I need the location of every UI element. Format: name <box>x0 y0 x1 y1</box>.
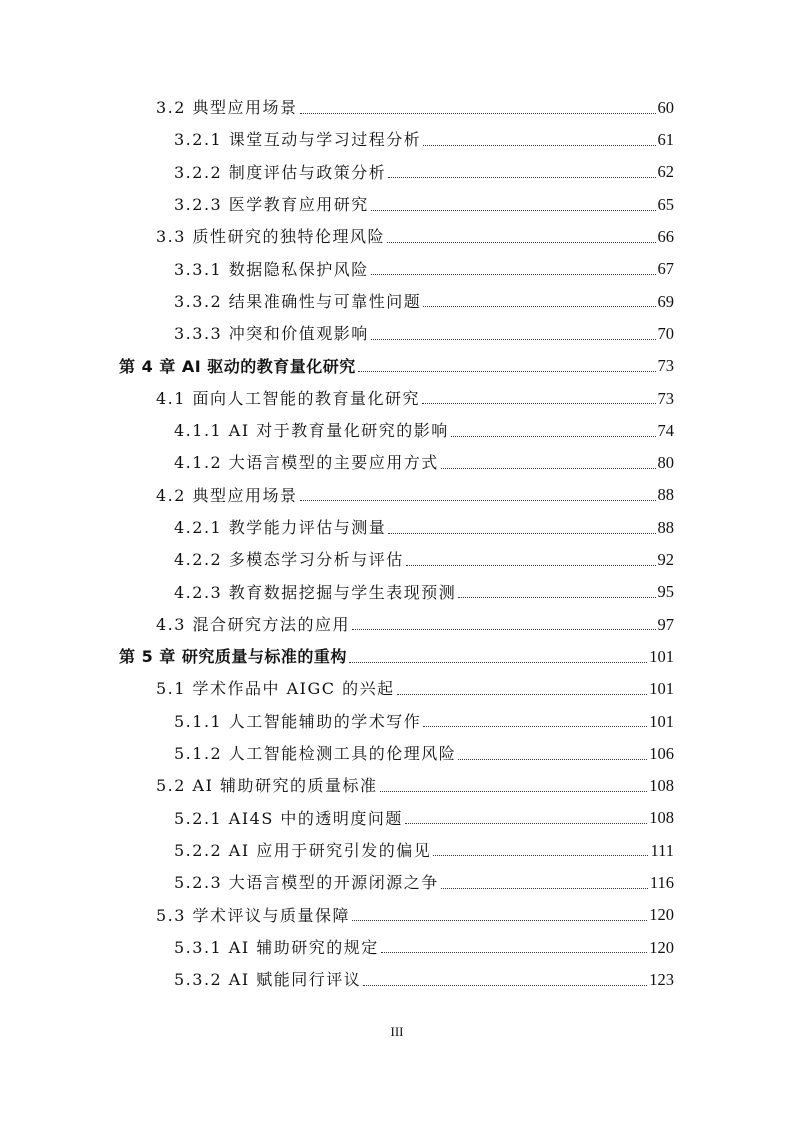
toc-section-entry[interactable] <box>174 706 674 738</box>
toc-section-entry[interactable] <box>174 124 674 156</box>
toc-entry-title: 3.3.2 结果准确性与可靠性问题 <box>174 291 422 311</box>
toc-entry-page-number: 95 <box>657 582 674 602</box>
toc-entry-page-number: 106 <box>649 743 674 763</box>
dot-leader <box>441 468 656 469</box>
toc-section-entry[interactable] <box>174 738 674 770</box>
toc-section-entry[interactable] <box>174 318 674 350</box>
toc-entry-page-number: 74 <box>657 420 674 440</box>
toc-entry-title: 5.3 学术评议与质量保障 <box>156 905 351 925</box>
toc-section-entry[interactable] <box>156 609 674 641</box>
toc-entry-title: 5.1.2 人工智能检测工具的伦理风险 <box>174 744 457 764</box>
toc-entry-page-number: 101 <box>649 646 674 666</box>
toc-entry-title: 3.2.1 课堂互动与学习过程分析 <box>174 130 422 150</box>
toc-entry-title: 4.1.2 大语言模型的主要应用方式 <box>174 453 439 473</box>
toc-entry-page-number: 108 <box>649 776 674 796</box>
dot-leader <box>441 888 648 889</box>
toc-chapter-entry[interactable] <box>119 641 674 673</box>
toc-entry-page-number: 108 <box>649 808 674 828</box>
toc-section-entry[interactable] <box>174 189 674 221</box>
toc-entry-page-number: 101 <box>649 679 674 699</box>
dot-leader <box>300 113 656 114</box>
toc-entry-page-number: 120 <box>649 905 674 925</box>
dot-leader <box>397 694 648 695</box>
toc-entry-page-number: 61 <box>657 130 674 150</box>
dot-leader <box>423 306 655 307</box>
toc-entry-page-number: 67 <box>657 259 674 279</box>
toc-entry-page-number: 120 <box>649 937 674 957</box>
dot-leader <box>387 242 655 243</box>
toc-section-entry[interactable] <box>174 157 674 189</box>
dot-leader <box>423 726 647 727</box>
toc-entry-page-number: 88 <box>657 485 674 505</box>
toc-entry-title: 4.3 混合研究方法的应用 <box>156 614 351 634</box>
toc-section-entry[interactable] <box>156 92 674 124</box>
toc-section-entry[interactable] <box>156 221 674 253</box>
toc-entry-page-number: 73 <box>657 356 674 376</box>
toc-entry-title: 5.2.1 AI4S 中的透明度问题 <box>174 808 403 828</box>
dot-leader <box>388 177 655 178</box>
toc-entry-title: 5.2 AI 辅助研究的质量标准 <box>156 776 378 796</box>
dot-leader <box>380 791 648 792</box>
toc-section-entry[interactable] <box>174 867 674 899</box>
toc-entry-title: 3.3.3 冲突和价值观影响 <box>174 324 369 344</box>
dot-leader <box>458 759 647 760</box>
toc-entry-page-number: 88 <box>657 517 674 537</box>
toc-entry-page-number: 70 <box>657 323 674 343</box>
toc-entry-page-number: 111 <box>650 840 674 860</box>
dot-leader <box>388 533 655 534</box>
toc-entry-title: 第 4 章 AI 驱动的教育量化研究 <box>119 356 356 376</box>
toc-entry-page-number: 123 <box>649 969 674 989</box>
toc-entry-title: 4.1 面向人工智能的教育量化研究 <box>156 388 421 408</box>
toc-section-entry[interactable] <box>174 253 674 285</box>
toc-entry-title: 3.2.2 制度评估与政策分析 <box>174 162 387 182</box>
dot-leader <box>358 371 656 372</box>
toc-entry-page-number: 65 <box>657 194 674 214</box>
toc-entry-title: 第 5 章 研究质量与标准的重构 <box>119 647 347 667</box>
page-number: III <box>390 1024 404 1039</box>
toc-entry-page-number: 66 <box>657 227 674 247</box>
dot-leader <box>405 823 647 824</box>
dot-leader <box>458 597 655 598</box>
toc-section-entry[interactable] <box>174 576 674 608</box>
toc-chapter-entry[interactable] <box>119 350 674 382</box>
toc-section-entry[interactable] <box>174 964 674 996</box>
toc-entry-title: 3.3 质性研究的独特伦理风险 <box>156 227 386 247</box>
toc-entry-title: 5.2.2 AI 应用于研究引发的偏见 <box>174 840 432 860</box>
toc-section-entry[interactable] <box>156 770 674 802</box>
toc-section-entry[interactable] <box>174 447 674 479</box>
dot-leader <box>451 436 656 437</box>
toc-entry-title: 4.1.1 AI 对于教育量化研究的影响 <box>174 421 449 441</box>
dot-leader <box>422 403 655 404</box>
toc-entry-title: 3.2 典型应用场景 <box>156 98 298 118</box>
table-of-contents <box>0 92 794 996</box>
toc-entry-page-number: 97 <box>657 614 674 634</box>
dot-leader <box>363 985 647 986</box>
dot-leader <box>433 855 648 856</box>
toc-entry-page-number: 92 <box>657 550 674 570</box>
toc-entry-title: 5.1.1 人工智能辅助的学术写作 <box>174 711 422 731</box>
toc-entry-title: 5.3.1 AI 辅助研究的规定 <box>174 937 379 957</box>
dot-leader <box>349 662 647 663</box>
toc-section-entry[interactable] <box>174 835 674 867</box>
toc-entry-page-number: 116 <box>649 873 674 893</box>
dot-leader <box>371 210 656 211</box>
toc-section-entry[interactable] <box>156 480 674 512</box>
toc-section-entry[interactable] <box>174 803 674 835</box>
toc-entry-title: 3.3.1 数据隐私保护风险 <box>174 259 369 279</box>
dot-leader <box>406 565 656 566</box>
toc-entry-title: 3.2.3 医学教育应用研究 <box>174 195 369 215</box>
toc-section-entry[interactable] <box>174 512 674 544</box>
toc-entry-page-number: 101 <box>649 711 674 731</box>
dot-leader <box>381 952 647 953</box>
toc-entry-title: 4.2.3 教育数据挖掘与学生表现预测 <box>174 582 457 602</box>
dot-leader <box>352 629 655 630</box>
toc-entry-page-number: 69 <box>657 291 674 311</box>
toc-entry-page-number: 80 <box>657 453 674 473</box>
dot-leader <box>371 339 656 340</box>
toc-entry-page-number: 62 <box>657 162 674 182</box>
toc-entry-title: 5.2.3 大语言模型的开源闭源之争 <box>174 873 439 893</box>
toc-entry-page-number: 73 <box>657 388 674 408</box>
dot-leader <box>300 500 656 501</box>
toc-entry-title: 4.2 典型应用场景 <box>156 485 298 505</box>
dot-leader <box>371 274 656 275</box>
toc-entry-page-number: 60 <box>657 97 674 117</box>
toc-section-entry[interactable] <box>156 673 674 705</box>
toc-section-entry[interactable] <box>156 899 674 931</box>
toc-entry-title: 5.1 学术作品中 AIGC 的兴起 <box>156 679 395 699</box>
toc-entry-title: 4.2.2 多模态学习分析与评估 <box>174 550 404 570</box>
dot-leader <box>352 920 647 921</box>
toc-section-entry[interactable] <box>174 286 674 318</box>
toc-section-entry[interactable] <box>174 544 674 576</box>
toc-section-entry[interactable] <box>174 415 674 447</box>
dot-leader <box>423 145 655 146</box>
toc-entry-title: 4.2.1 教学能力评估与测量 <box>174 518 387 537</box>
toc-section-entry[interactable] <box>174 932 674 964</box>
toc-entry-title: 5.3.2 AI 赋能同行评议 <box>174 970 362 990</box>
toc-section-entry[interactable] <box>156 383 674 415</box>
